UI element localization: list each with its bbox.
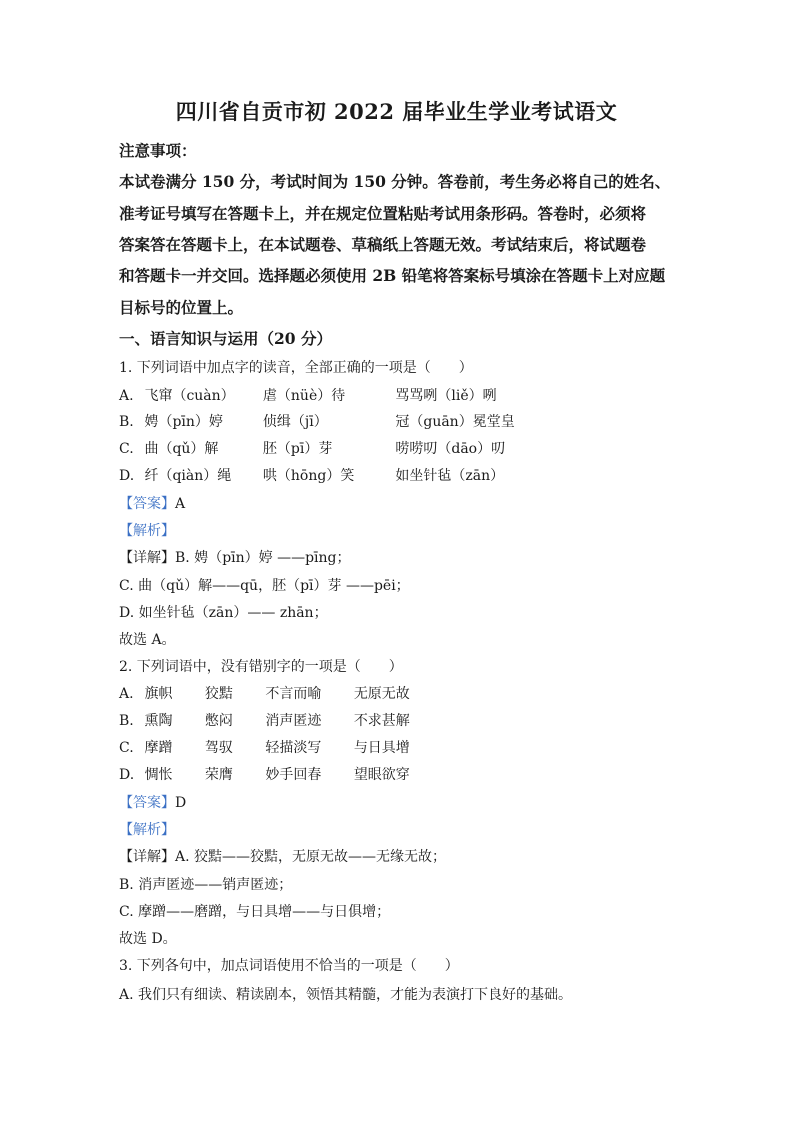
option-item: 不言而喻 — [265, 686, 322, 702]
answer-tag: 【答案】 — [119, 795, 175, 811]
option-row — [119, 465, 504, 485]
answer-value: A — [175, 496, 186, 512]
option-item: 曲（qǔ）解 — [144, 441, 219, 457]
option-item: 轻描淡写 — [265, 740, 322, 756]
detail-line: C. 摩蹭——磨蹭，与日具增——与日俱增； — [119, 904, 391, 920]
option-row — [119, 737, 410, 757]
detail-line: C. 曲（qǔ）解——qū，胚（pī）芽 ——pēi； — [119, 578, 410, 594]
option-item: 熏陶 — [144, 713, 173, 729]
detail-line: D. 如坐针毡（zān）—— zhān； — [119, 605, 328, 621]
option-item: 消声匿迹 — [265, 713, 322, 729]
answer-value: D — [175, 795, 187, 811]
question-stem: 1. 下列词语中加点字的读音，全部正确的一项是（ ） — [119, 360, 473, 376]
option-item: 娉（pīn）婷 — [144, 414, 223, 430]
notice-line: 本试卷满分 150 分，考试时间为 150 分钟。答卷前，考生务必将自己的姓名、 — [119, 172, 671, 191]
notice-line: 目标号的位置上。 — [119, 298, 244, 317]
detail-line: 【详解】A. 狡黠——狡黠，无原无故——无缘无故； — [119, 849, 447, 865]
option-item: 唠唠叨（dāo）叨 — [395, 441, 506, 457]
option-label: B. — [119, 713, 134, 729]
option-label: C. — [119, 740, 134, 756]
option-label: A. — [119, 686, 134, 702]
option-row — [119, 385, 497, 405]
document-title: 四川省自贡市初 2022 届毕业生学业考试语文 — [175, 99, 618, 124]
option-row — [119, 411, 515, 431]
option-item: 惆怅 — [144, 767, 173, 783]
option-item: 荣膺 — [204, 767, 233, 783]
detail-line: 故选 A。 — [119, 632, 176, 648]
option-label: C. — [119, 441, 134, 457]
option-item: 侦缉（jī） — [262, 414, 328, 430]
option-item: 旗帜 — [144, 686, 173, 702]
option-label: D. — [119, 468, 135, 484]
option-item: 妙手回春 — [265, 767, 322, 783]
option-item: 无原无故 — [353, 686, 410, 702]
question-stem: 3. 下列各句中，加点词语使用不恰当的一项是（ ） — [119, 958, 459, 974]
option-item: 驾驭 — [204, 740, 233, 756]
option-item: 不求甚解 — [353, 713, 410, 729]
answer-line — [119, 792, 186, 812]
option-item: 冠（guān）冕堂皇 — [395, 414, 515, 430]
option-label: B. — [119, 414, 134, 430]
option-row — [119, 710, 410, 730]
answer-line — [119, 493, 185, 513]
detail-line: B. 消声匿迹——销声匿迹； — [119, 877, 293, 893]
option-item: 飞窜（cuàn） — [144, 388, 235, 404]
option-item: 胚（pī）芽 — [262, 441, 333, 457]
option-label: D. — [119, 767, 135, 783]
option-item: 望眼欲穿 — [353, 767, 410, 783]
option-label: A. — [119, 388, 134, 404]
option-row: A. 我们只有细读、精读剧本，领悟其精髓，才能为表演打下良好的基础。 — [119, 987, 573, 1003]
analysis-tag: 【解析】 — [119, 523, 175, 539]
option-item: 骂骂咧（liě）咧 — [395, 388, 497, 404]
option-item: 憋闷 — [204, 713, 233, 729]
option-row — [119, 438, 505, 458]
notice-line: 准考证号填写在答题卡上，并在规定位置粘贴考试用条形码。答卷时，必须将 — [119, 204, 647, 223]
option-row — [119, 764, 410, 784]
option-item: 与日具增 — [353, 740, 410, 756]
option-item: 摩蹭 — [144, 740, 173, 756]
detail-line: 故选 D。 — [119, 931, 177, 947]
question-stem: 2. 下列词语中，没有错别字的一项是（ ） — [119, 659, 403, 675]
option-item: 如坐针毡（zān） — [395, 468, 505, 484]
analysis-tag: 【解析】 — [119, 822, 175, 838]
notice-line: 答案答在答题卡上，在本试题卷、草稿纸上答题无效。考试结束后，将试题卷 — [119, 235, 647, 254]
option-item: 哄（hōng）笑 — [262, 468, 355, 484]
notice-line: 和答题卡一并交回。选择题必须使用 2B 铅笔将答案标号填涂在答题卡上对应题 — [119, 266, 666, 285]
notice-heading: 注意事项： — [119, 141, 197, 160]
option-item: 狡黠 — [204, 686, 233, 702]
section-heading: 一、语言知识与运用（20 分） — [119, 329, 332, 348]
detail-line: 【详解】B. 娉（pīn）婷 ——pīng； — [119, 550, 351, 566]
option-row — [119, 683, 410, 703]
option-item: 纤（qiàn）绳 — [144, 468, 232, 484]
option-item: 虐（nüè）待 — [262, 388, 346, 404]
answer-tag: 【答案】 — [119, 496, 175, 512]
